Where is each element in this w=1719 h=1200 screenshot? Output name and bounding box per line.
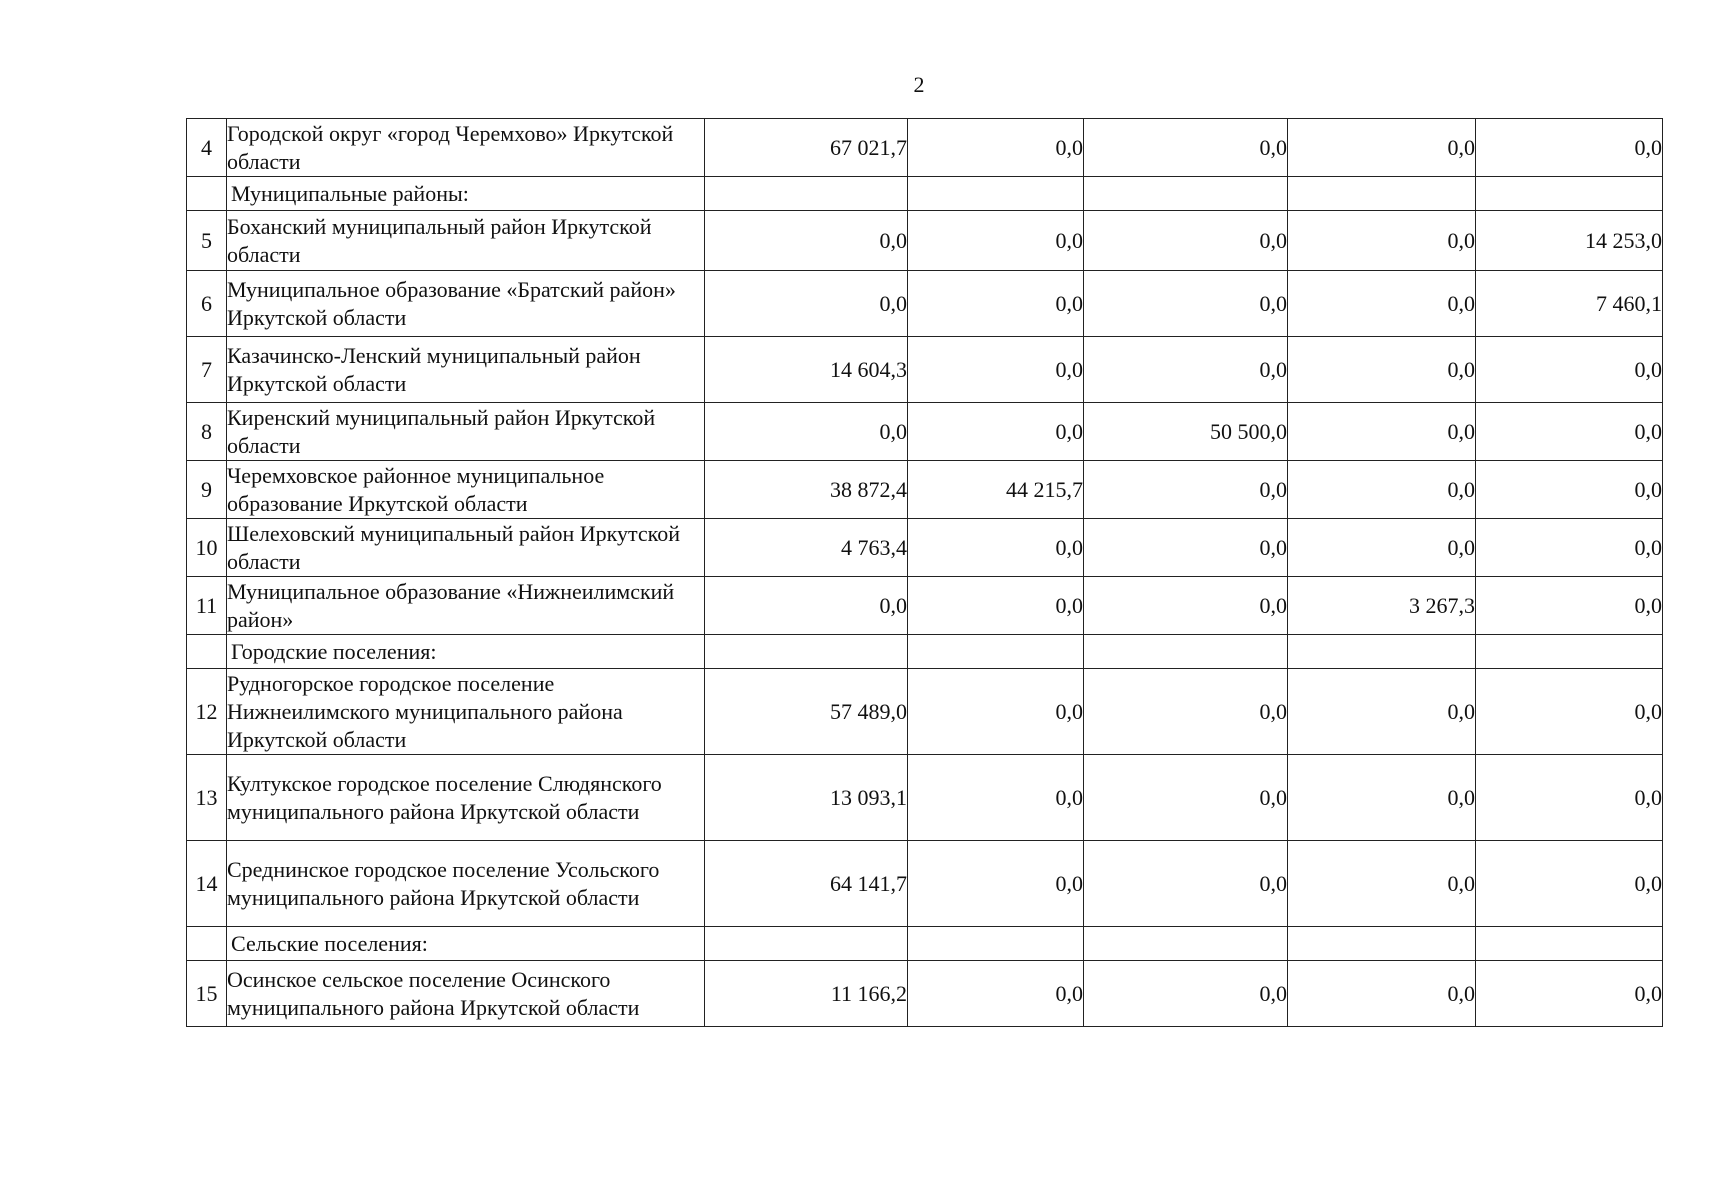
amount-cell-col-1: 0,0 xyxy=(705,271,908,337)
row-number: 11 xyxy=(187,577,227,635)
amount-cell-col-3: 0,0 xyxy=(1084,519,1288,577)
amount-cell-col-5: 0,0 xyxy=(1476,669,1663,755)
amount-cell-col-2: 44 215,7 xyxy=(908,461,1084,519)
page-number: 2 xyxy=(913,72,925,97)
amount-cell-col-5: 0,0 xyxy=(1476,119,1663,177)
municipality-name: Шелеховский муниципальный район Иркутской области xyxy=(227,519,705,577)
amount-cell-col-4: 0,0 xyxy=(1288,337,1476,403)
amount-cell-col-3: 50 500,0 xyxy=(1084,403,1288,461)
empty-value-cell xyxy=(705,177,908,211)
municipality-name: Городской округ «город Черемхово» Иркутской области xyxy=(227,119,705,177)
table-row xyxy=(187,841,1663,927)
amount-cell-col-3: 0,0 xyxy=(1084,841,1288,927)
empty-value-cell xyxy=(1476,927,1663,961)
amount-cell-col-1: 38 872,4 xyxy=(705,461,908,519)
municipality-name: Осинское сельское поселение Осинского муниципального района Иркутской области xyxy=(227,961,705,1027)
amount-cell-col-1: 67 021,7 xyxy=(705,119,908,177)
table-row xyxy=(187,577,1663,635)
amount-cell-col-5: 0,0 xyxy=(1476,961,1663,1027)
amount-cell-col-2: 0,0 xyxy=(908,271,1084,337)
row-number: 8 xyxy=(187,403,227,461)
row-number: 5 xyxy=(187,211,227,271)
group-header-row xyxy=(187,177,1663,211)
amount-cell-col-1: 4 763,4 xyxy=(705,519,908,577)
row-number-cell xyxy=(187,177,227,211)
amount-cell-col-4: 0,0 xyxy=(1288,119,1476,177)
amount-cell-col-3: 0,0 xyxy=(1084,337,1288,403)
row-number: 14 xyxy=(187,841,227,927)
amount-cell-col-5: 0,0 xyxy=(1476,577,1663,635)
empty-value-cell xyxy=(705,635,908,669)
table-row xyxy=(187,461,1663,519)
budget-table xyxy=(186,118,1663,1027)
amount-cell-col-1: 0,0 xyxy=(705,577,908,635)
amount-cell-col-2: 0,0 xyxy=(908,519,1084,577)
group-title: Муниципальные районы: xyxy=(227,177,705,211)
amount-cell-col-3: 0,0 xyxy=(1084,755,1288,841)
municipality-name: Киренский муниципальный район Иркутской области xyxy=(227,403,705,461)
amount-cell-col-1: 13 093,1 xyxy=(705,755,908,841)
empty-value-cell xyxy=(1288,177,1476,211)
row-number: 12 xyxy=(187,669,227,755)
table-row xyxy=(187,961,1663,1027)
amount-cell-col-5: 0,0 xyxy=(1476,337,1663,403)
empty-value-cell xyxy=(1288,635,1476,669)
empty-value-cell xyxy=(705,927,908,961)
amount-cell-col-5: 0,0 xyxy=(1476,755,1663,841)
empty-value-cell xyxy=(1084,177,1288,211)
empty-value-cell xyxy=(1476,177,1663,211)
table-row xyxy=(187,755,1663,841)
row-number: 9 xyxy=(187,461,227,519)
group-title: Городские поселения: xyxy=(227,635,705,669)
amount-cell-col-3: 0,0 xyxy=(1084,461,1288,519)
amount-cell-col-2: 0,0 xyxy=(908,669,1084,755)
row-number-cell xyxy=(187,927,227,961)
amount-cell-col-4: 0,0 xyxy=(1288,755,1476,841)
amount-cell-col-1: 11 166,2 xyxy=(705,961,908,1027)
amount-cell-col-5: 0,0 xyxy=(1476,461,1663,519)
amount-cell-col-4: 0,0 xyxy=(1288,271,1476,337)
amount-cell-col-4: 0,0 xyxy=(1288,211,1476,271)
table-row xyxy=(187,337,1663,403)
amount-cell-col-2: 0,0 xyxy=(908,403,1084,461)
table-row xyxy=(187,211,1663,271)
municipality-name: Среднинское городское поселение Усольского муниципального района Иркутской области xyxy=(227,841,705,927)
group-title: Сельские поселения: xyxy=(227,927,705,961)
amount-cell-col-3: 0,0 xyxy=(1084,669,1288,755)
amount-cell-col-2: 0,0 xyxy=(908,211,1084,271)
empty-value-cell xyxy=(1476,635,1663,669)
empty-value-cell xyxy=(908,635,1084,669)
row-number: 7 xyxy=(187,337,227,403)
table-row xyxy=(187,669,1663,755)
amount-cell-col-3: 0,0 xyxy=(1084,211,1288,271)
amount-cell-col-1: 64 141,7 xyxy=(705,841,908,927)
empty-value-cell xyxy=(1084,635,1288,669)
row-number-cell xyxy=(187,635,227,669)
municipality-name: Култукское городское поселение Слюдянского муниципального района Иркутской области xyxy=(227,755,705,841)
municipality-name: Боханский муниципальный район Иркутской области xyxy=(227,211,705,271)
empty-value-cell xyxy=(1084,927,1288,961)
amount-cell-col-2: 0,0 xyxy=(908,337,1084,403)
amount-cell-col-2: 0,0 xyxy=(908,119,1084,177)
group-header-row xyxy=(187,927,1663,961)
amount-cell-col-2: 0,0 xyxy=(908,577,1084,635)
municipality-name: Рудногорское городское поселение Нижнеилимского муниципального района Иркутской области xyxy=(227,669,705,755)
table-row xyxy=(187,519,1663,577)
empty-value-cell xyxy=(1288,927,1476,961)
amount-cell-col-3: 0,0 xyxy=(1084,119,1288,177)
row-number: 15 xyxy=(187,961,227,1027)
group-header-row xyxy=(187,635,1663,669)
amount-cell-col-4: 0,0 xyxy=(1288,841,1476,927)
amount-cell-col-2: 0,0 xyxy=(908,755,1084,841)
amount-cell-col-1: 14 604,3 xyxy=(705,337,908,403)
amount-cell-col-5: 7 460,1 xyxy=(1476,271,1663,337)
amount-cell-col-4: 0,0 xyxy=(1288,961,1476,1027)
amount-cell-col-4: 0,0 xyxy=(1288,669,1476,755)
amount-cell-col-4: 0,0 xyxy=(1288,461,1476,519)
amount-cell-col-1: 57 489,0 xyxy=(705,669,908,755)
table-body xyxy=(187,119,1663,1027)
amount-cell-col-3: 0,0 xyxy=(1084,961,1288,1027)
amount-cell-col-1: 0,0 xyxy=(705,403,908,461)
amount-cell-col-5: 0,0 xyxy=(1476,841,1663,927)
amount-cell-col-2: 0,0 xyxy=(908,841,1084,927)
empty-value-cell xyxy=(908,177,1084,211)
row-number: 13 xyxy=(187,755,227,841)
amount-cell-col-3: 0,0 xyxy=(1084,271,1288,337)
amount-cell-col-4: 3 267,3 xyxy=(1288,577,1476,635)
amount-cell-col-1: 0,0 xyxy=(705,211,908,271)
table-row xyxy=(187,271,1663,337)
municipality-name: Муниципальное образование «Нижнеилимский район» xyxy=(227,577,705,635)
municipality-name: Муниципальное образование «Братский район» Иркутской области xyxy=(227,271,705,337)
amount-cell-col-4: 0,0 xyxy=(1288,519,1476,577)
table-row xyxy=(187,119,1663,177)
amount-cell-col-5: 14 253,0 xyxy=(1476,211,1663,271)
empty-value-cell xyxy=(908,927,1084,961)
amount-cell-col-3: 0,0 xyxy=(1084,577,1288,635)
row-number: 10 xyxy=(187,519,227,577)
amount-cell-col-5: 0,0 xyxy=(1476,519,1663,577)
municipality-name: Черемховское районное муниципальное образование Иркутской области xyxy=(227,461,705,519)
row-number: 6 xyxy=(187,271,227,337)
amount-cell-col-2: 0,0 xyxy=(908,961,1084,1027)
amount-cell-col-4: 0,0 xyxy=(1288,403,1476,461)
row-number: 4 xyxy=(187,119,227,177)
table-row xyxy=(187,403,1663,461)
municipality-name: Казачинско-Ленский муниципальный район Иркутской области xyxy=(227,337,705,403)
amount-cell-col-5: 0,0 xyxy=(1476,403,1663,461)
